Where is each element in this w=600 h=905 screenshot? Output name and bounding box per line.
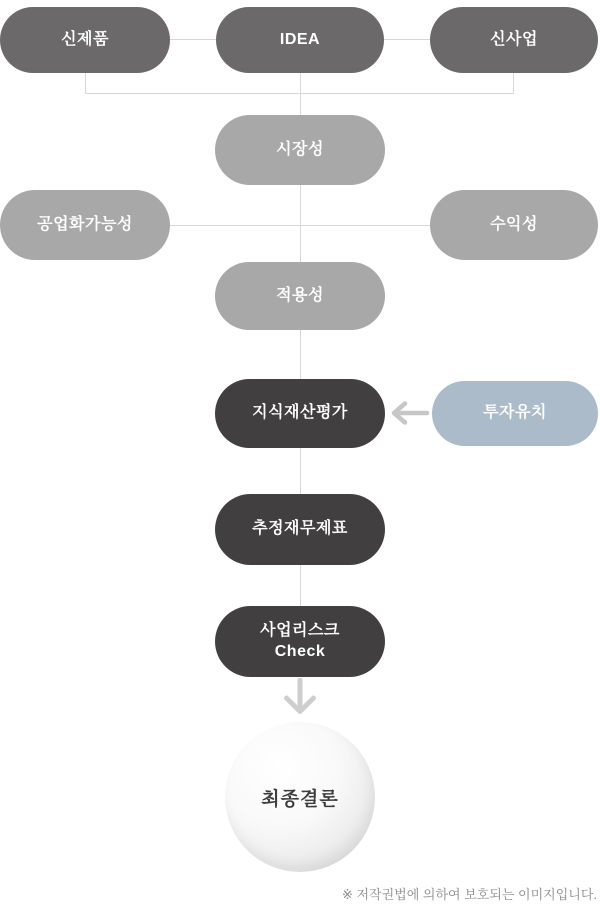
node-financial-statements-label: 추정재무제표 bbox=[252, 520, 348, 538]
connector-newproduct-idea bbox=[170, 39, 216, 40]
node-applicability-label: 적용성 bbox=[276, 286, 324, 304]
left-arrow-icon bbox=[388, 400, 430, 426]
node-new-business-label: 신사업 bbox=[490, 30, 538, 48]
node-industrialization-label: 공업화가능성 bbox=[37, 215, 133, 233]
copyright-notice: ※ 저작권법에 의하여 보호되는 이미지입니다. bbox=[342, 887, 597, 902]
node-business-risk bbox=[215, 606, 385, 677]
connector-marketability-applicability bbox=[300, 185, 301, 262]
node-idea-label: IDEA bbox=[279, 30, 321, 48]
node-ip-valuation bbox=[215, 379, 385, 448]
node-marketability bbox=[215, 115, 385, 185]
node-final-conclusion bbox=[225, 722, 375, 872]
connector-idea-marketability bbox=[300, 73, 301, 115]
connector-idea-newbusiness bbox=[384, 39, 430, 40]
node-profitability bbox=[430, 190, 598, 260]
connector-applicability-ipvaluation bbox=[300, 330, 301, 379]
down-arrow-icon bbox=[283, 678, 317, 718]
connector-financials-businessrisk bbox=[300, 565, 301, 606]
node-new-product-label: 신제품 bbox=[61, 30, 109, 48]
node-new-product bbox=[0, 7, 170, 73]
node-ip-valuation-label: 지식재산평가 bbox=[252, 404, 348, 422]
node-business-risk-label bbox=[260, 621, 340, 663]
node-idea bbox=[216, 7, 384, 73]
node-industrialization bbox=[0, 190, 170, 260]
node-business-risk-line2: Check bbox=[274, 642, 326, 660]
node-financial-statements bbox=[215, 494, 385, 565]
node-investment-label: 투자유치 bbox=[483, 404, 547, 422]
node-investment bbox=[432, 381, 598, 446]
node-marketability-label: 시장성 bbox=[276, 140, 324, 158]
connector-newbusiness-drop bbox=[513, 73, 514, 94]
node-business-risk-line1: 사업리스크 bbox=[260, 621, 340, 639]
connector-newproduct-drop bbox=[85, 73, 86, 94]
node-final-conclusion-label: 최종결론 bbox=[261, 788, 339, 810]
connector-industrial-profitability bbox=[170, 225, 430, 226]
connector-ipvaluation-financials bbox=[300, 448, 301, 494]
node-profitability-label: 수익성 bbox=[490, 215, 538, 233]
node-applicability bbox=[215, 262, 385, 330]
node-new-business bbox=[430, 7, 598, 73]
